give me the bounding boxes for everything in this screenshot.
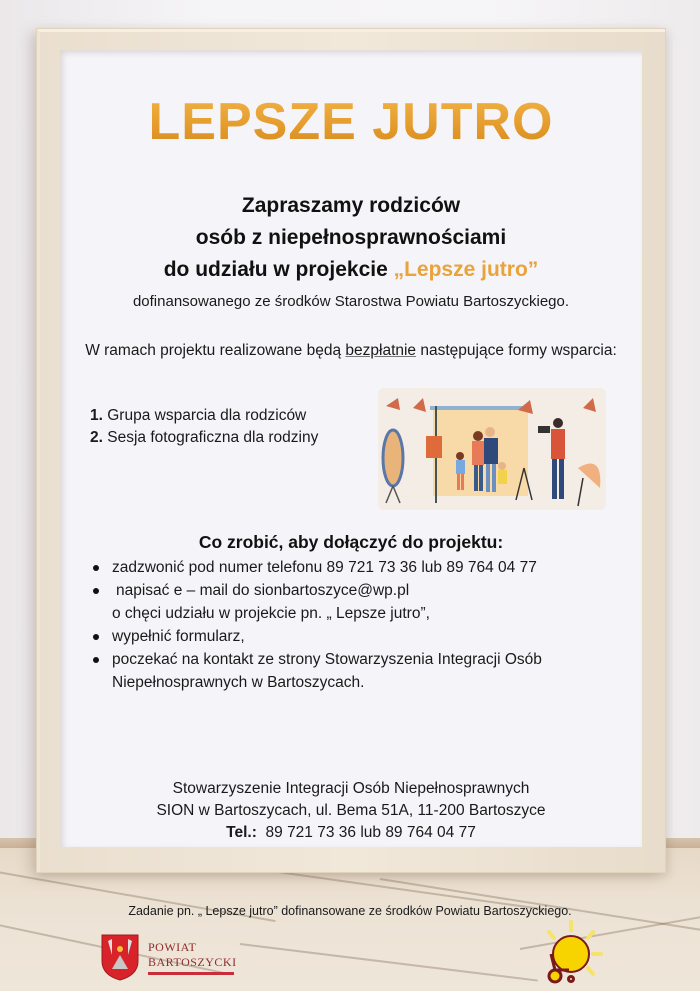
how-to-item-email: napisać e – mail do sionbartoszyce@wp.pl	[90, 579, 620, 602]
item-label: Grupa wsparcia dla rodziców	[107, 407, 307, 424]
how-to-item-wait-continuation: Niepełnosprawnych w Bartoszycach.	[112, 674, 365, 691]
funding-note: Zadanie pn. „ Lepsze jutro” dofinansowane ze środków Powiatu Bartoszyckiego.	[128, 904, 572, 918]
powiat-wordmark	[148, 940, 237, 975]
funding-subline: dofinansowanego ze środków Starostwa Powiatu Bartoszyckiego.	[132, 293, 570, 310]
how-to-item-call: zadzwonić pod numer telefonu 89 721 73 36 lub 89 764 04 77	[90, 556, 620, 579]
powiat-line-2: BARTOSZYCKI	[148, 954, 237, 969]
support-forms-list	[90, 405, 318, 449]
family-photo-session-illustration	[378, 388, 606, 510]
intro-line-3	[60, 254, 642, 286]
item-label: Sesja fotograficzna dla rodziny	[107, 429, 319, 446]
project-name-highlight: „Lepsze jutro”	[393, 258, 539, 281]
how-to-join-heading: Co zrobić, aby dołączyć do projektu:	[198, 532, 504, 552]
item-number: 2.	[90, 429, 103, 446]
support-form-item	[90, 405, 318, 427]
tel-label: Tel.:	[226, 824, 257, 841]
invitation-heading	[60, 190, 642, 286]
how-to-join-list	[90, 556, 620, 694]
org-phone	[60, 822, 642, 844]
powiat-bartoszycki-logo	[100, 930, 260, 984]
intro-line-3-prefix: do udziału w projekcie	[163, 258, 394, 281]
support-form-item	[90, 427, 318, 449]
tel-value: 89 721 73 36 lub 89 764 04 77	[265, 824, 476, 841]
org-address: SION w Bartoszycach, ul. Bema 51A, 11-200 Bartoszyce	[156, 802, 546, 819]
intro-line-1: Zapraszamy rodziców	[241, 194, 461, 217]
how-to-item-form: wypełnić formularz,	[90, 625, 620, 648]
how-to-item-email-continuation: o chęci udziału w projekcie pn. „ Lepsze jutro”,	[112, 605, 430, 622]
intro-line-2: osób z niepełnosprawnościami	[195, 226, 507, 249]
sun-wheelchair-icon	[535, 918, 605, 988]
how-to-item-wait: poczekać na kontakt ze strony Stowarzyszenia Integracji Osób	[90, 648, 620, 671]
poster	[60, 50, 642, 847]
support-forms-intro	[80, 340, 622, 362]
poster-title: LEPSZE JUTRO	[60, 92, 642, 152]
powiat-underline	[148, 972, 234, 975]
coat-of-arms-icon	[100, 933, 140, 981]
free-of-charge-underlined: bezpłatnie	[345, 342, 417, 359]
item-number: 1.	[90, 407, 103, 424]
powiat-line-1: POWIAT	[148, 939, 197, 954]
forms-intro-after: następujące formy wsparcia:	[416, 342, 617, 359]
organization-contact	[60, 778, 642, 844]
org-name: Stowarzyszenie Integracji Osób Niepełnosprawnych	[172, 780, 530, 797]
forms-intro-before: W ramach projektu realizowane będą	[85, 342, 346, 359]
